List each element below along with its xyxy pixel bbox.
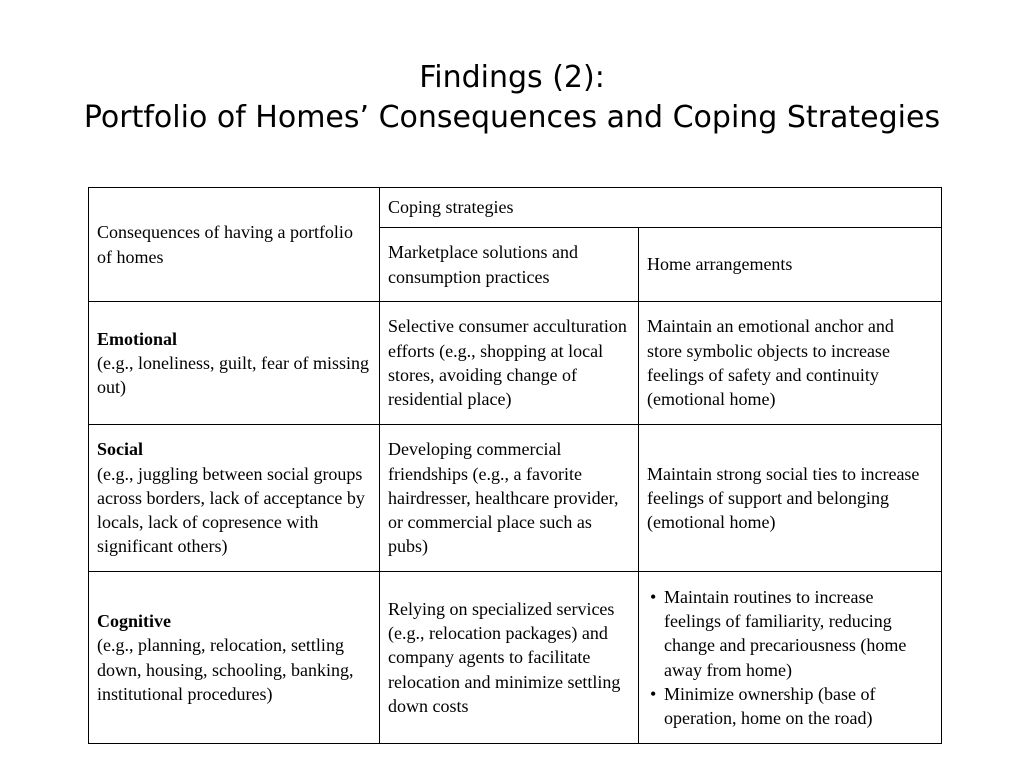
consequence-cell [89, 302, 380, 425]
table-row [89, 572, 942, 744]
home-arrangement-cell [639, 572, 942, 744]
marketplace-cell: Relying on specialized services (e.g., relocation packages) and company agents to facilitate relocation and minimize settling down costs [380, 572, 639, 744]
consequence-category: Cognitive [97, 610, 171, 631]
consequence-category: Emotional [97, 328, 178, 349]
header-consequences: Consequences of having a portfolio of homes [89, 188, 380, 302]
home-arrangement-bullet: • Maintain routines to increase feelings of familiarity, reducing change and precariousness (home away from home) [647, 585, 933, 682]
home-arrangement-text: Maintain an emotional anchor and store symbolic objects to increase feelings of safety and continuity (emotional home) [647, 316, 894, 410]
header-coping-strategies: Coping strategies [380, 188, 942, 228]
findings-table [88, 187, 942, 744]
title-line-1: Findings (2): [419, 60, 605, 95]
title-line-2: Portfolio of Homes’ Consequences and Coping Strategies [83, 100, 941, 135]
consequence-examples: (e.g., juggling between social groups across borders, lack of acceptance by locals, lack of copresence with significant others) [97, 463, 365, 557]
marketplace-cell: Selective consumer acculturation efforts (e.g., shopping at local stores, avoiding change of residential place) [380, 302, 639, 425]
consequence-category: Social [97, 439, 144, 460]
marketplace-cell: Developing commercial friendships (e.g., a favorite hairdresser, healthcare provider, or commercial place such as pubs) [380, 425, 639, 572]
consequence-cell [89, 572, 380, 744]
table-row [89, 302, 942, 425]
header-marketplace: Marketplace solutions and consumption practices [380, 228, 639, 302]
home-arrangement-list [647, 585, 933, 731]
home-arrangement-bullet: • Minimize ownership (base of operation, home on the road) [647, 682, 933, 731]
consequence-examples: (e.g., loneliness, guilt, fear of missing out) [97, 352, 369, 398]
home-arrangement-cell [639, 302, 942, 425]
consequence-examples: (e.g., planning, relocation, settling down, housing, schooling, banking, institutional procedures) [97, 635, 354, 704]
consequence-cell [89, 425, 380, 572]
home-arrangement-text: Maintain strong social ties to increase feelings of support and belonging (emotional home) [647, 463, 920, 533]
slide-title [0, 58, 1024, 138]
table-row [89, 425, 942, 572]
table-header-row [89, 188, 942, 228]
header-home-arrangements: Home arrangements [639, 228, 942, 302]
home-arrangement-cell [639, 425, 942, 572]
